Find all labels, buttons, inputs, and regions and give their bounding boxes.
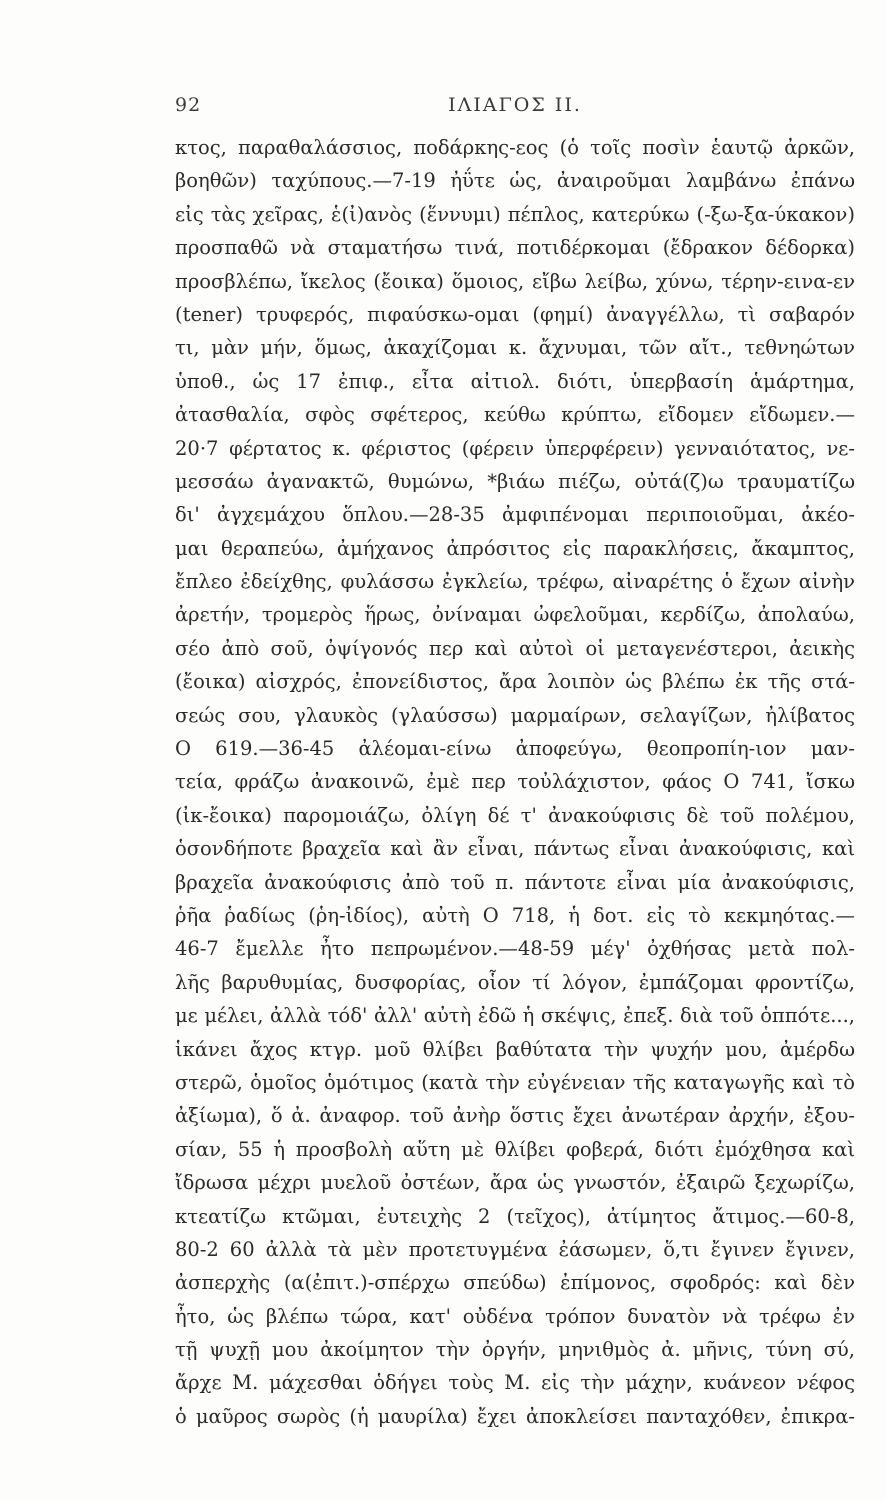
text-line: ἀρετήν, τρομερὸς ἥρως, ὀνίναμαι ὠφελοῦμαι, κερδίζω, ἀπολαύω, bbox=[175, 603, 855, 627]
text-line: τεία, φράζω ἀνακοινῶ, ἐμὲ περ τοὐλάχιστον, φάος O 741, ἴσκω bbox=[175, 770, 855, 794]
text-line: δι' ἀγχεμάχου ὅπλου.—28-35 ἀμφιπένομαι περιποιοῦμαι, ἀκέο- bbox=[175, 503, 855, 527]
text-line: εἰς τὰς χεῖρας, ἑ(ἰ)ανὸς (ἕννυμι) πέπλος, κατερύκω (-ξω-ξα-ύκακον) bbox=[175, 202, 855, 226]
text-line: ἱκάνει ἄχος κτγρ. μοῦ θλίβει βαθύτατα τὴν ψυχήν μου, ἀμέρδω bbox=[175, 1037, 855, 1061]
text-line: τι, μὰν μήν, ὅμως, ἀκαχίζομαι κ. ἄχνυμαι, τῶν αἴτ., τεθνηώτων bbox=[175, 336, 855, 360]
text-line: O 619.—36-45 ἀλέομαι-είνω ἀποφεύγω, θεοπροπίη-ιον μαν- bbox=[175, 737, 855, 761]
text-line: 20·7 φέρτατος κ. φέριστος (φέρειν ὑπερφέρειν) γενναιότατος, νε- bbox=[175, 436, 855, 460]
text-line: ὁσονδήποτε βραχεῖα καὶ ἂν εἶναι, πάντως εἶναι ἀνακούφισις, καὶ bbox=[175, 837, 855, 861]
text-line: (ἔοικα) αἰσχρός, ἐπονείδιστος, ἄρα λοιπὸν ὡς βλέπω ἐκ τῆς στά- bbox=[175, 670, 855, 694]
text-line: προσπαθῶ νὰ σταματήσω τινά, ποτιδέρκομαι (ἔδρακον δέδορκα) bbox=[175, 236, 855, 260]
text-line: βοηθῶν) ταχύπους.—7-19 ἠΰτε ὡς, ἀναιροῦμαι λαμβάνω ἐπάνω bbox=[175, 169, 855, 193]
text-line: μεσσάω ἀγανακτῶ, θυμώνω, *βιάω πιέζω, οὐτά(ζ)ω τραυματίζω bbox=[175, 469, 855, 493]
text-line: (ἰκ-ἔοικα) παρομοιάζω, ὀλίγη δέ τ' ἀνακούφισις δὲ τοῦ πολέμου, bbox=[175, 803, 855, 827]
text-line: ὁ μαῦρος σωρὸς (ἡ μαυρίλα) ἔχει ἀποκλείσει πανταχόθεν, ἐπικρα- bbox=[175, 1404, 855, 1428]
text-line: μαι θεραπεύω, ἀμήχανος ἀπρόσιτος εἰς παρακλήσεις, ἄκαμπτος, bbox=[175, 536, 855, 560]
text-line: κτεατίζω κτῶμαι, ἐυτειχὴς 2 (τεῖχος), ἀτίμητος ἄτιμος.—60-8, bbox=[175, 1204, 855, 1228]
text-line: σεώς σου, γλαυκὸς (γλαύσσω) μαρμαίρων, σελαγίζων, ἠλίβατος bbox=[175, 703, 855, 727]
page-number: 92 bbox=[175, 94, 202, 116]
text-line: ἦτο, ὡς βλέπω τώρα, κατ' οὐδένα τρόπον δυνατὸν νὰ τρέφω ἐν bbox=[175, 1304, 855, 1328]
text-line: ἀξίωμα), ὅ ἀ. ἀναφορ. τοῦ ἀνὴρ ὅστις ἔχει ἀνωτέραν ἀρχήν, ἐξου- bbox=[175, 1104, 855, 1128]
text-line: ὑποθ., ὡς 17 ἐπιφ., εἶτα αἰτιολ. διότι, ὑπερβασίη ἁμάρτημα, bbox=[175, 369, 855, 393]
text-line: σίαν, 55 ἡ προσβολὴ αὕτη μὲ θλίβει φοβερά, διότι ἐμόχθησα καὶ bbox=[175, 1137, 855, 1161]
text-line: κτος, παραθαλάσσιος, ποδάρκης-εος (ὁ τοῖς ποσὶν ἑαυτῷ ἀρκῶν, bbox=[175, 136, 855, 159]
commentary-text bbox=[175, 131, 855, 1433]
text-line: τῇ ψυχῇ μου ἀκοίμητον τὴν ὀργήν, μηνιθμὸς ἀ. μῆνις, τύνη σύ, bbox=[175, 1338, 855, 1362]
text-line: (tener) τρυφερός, πιφαύσκω-ομαι (φημί) ἀναγγέλλω, τὶ σαβαρόν bbox=[175, 302, 855, 326]
text-line: ῥῆα ῥαδίως (ῥη-ἰδίος), αὐτὴ O 718, ἡ δοτ. εἰς τὸ κεκμηότας.— bbox=[175, 903, 855, 927]
text-line: προσβλέπω, ἴκελος (ἔοικα) ὅμοιος, εἴβω λείβω, χύνω, τέρην-εινα-εν bbox=[175, 269, 855, 293]
text-line: λῆς βαρυθυμίας, δυσφορίας, οἷον τί λόγον, ἐμπάζομαι φροντίζω, bbox=[175, 970, 855, 994]
text-line: σέο ἀπὸ σοῦ, ὀψίγονός περ καὶ αὐτοὶ οἱ μεταγενέστεροι, ἀεικὴς bbox=[175, 636, 855, 660]
text-line: ἄρχε Μ. μάχεσθαι ὁδήγει τοὺς Μ. εἰς τὴν μάχην, κυάνεον νέφος bbox=[175, 1371, 855, 1395]
text-line: ἔπλεο ἐδείχθης, φυλάσσω ἐγκλείω, τρέφω, αἰναρέτης ὁ ἔχων αἰνὴν bbox=[175, 570, 855, 594]
text-line: ἀτασθαλία, σφὸς σφέτερος, κεύθω κρύπτω, εἴδομεν εἴδωμεν.— bbox=[175, 403, 855, 427]
text-line: 80-2 60 ἀλλὰ τὰ μὲν προτετυγμένα ἐάσωμεν, ὅ,τι ἔγινεν ἔγινεν, bbox=[175, 1237, 855, 1261]
text-line: 46-7 ἔμελλε ἦτο πεπρωμένον.—48-59 μέγ' ὀχθήσας μετὰ πολ- bbox=[175, 937, 855, 961]
text-line: στερῶ, ὁμοῖος ὁμότιμος (κατὰ τὴν εὐγένειαν τῆς καταγωγῆς καὶ τὸ bbox=[175, 1070, 855, 1094]
text-line: βραχεῖα ἀνακούφισις ἀπὸ τοῦ π. πάντοτε εἶναι μία ἀνακούφισις, bbox=[175, 870, 855, 894]
running-head bbox=[175, 94, 855, 122]
text-line: ἴδρωσα μέχρι μυελοῦ ὀστέων, ἄρα ὡς γνωστόν, ἐξαιρῶ ξεχωρίζω, bbox=[175, 1171, 855, 1195]
text-line: ἀσπερχὴς (α(ἐπιτ.)-σπέρχω σπεύδω) ἐπίμονος, σφοδρός: καὶ δὲν bbox=[175, 1271, 855, 1295]
text-line: με μέλει, ἀλλὰ τόδ' ἀλλ' αὐτὴ ἐδῶ ἡ σκέψις, ἐπεξ. διὰ τοῦ ὁππότε..., bbox=[175, 1004, 855, 1028]
running-title: ΙΛΙΑΓΟΣ II. bbox=[448, 94, 582, 116]
